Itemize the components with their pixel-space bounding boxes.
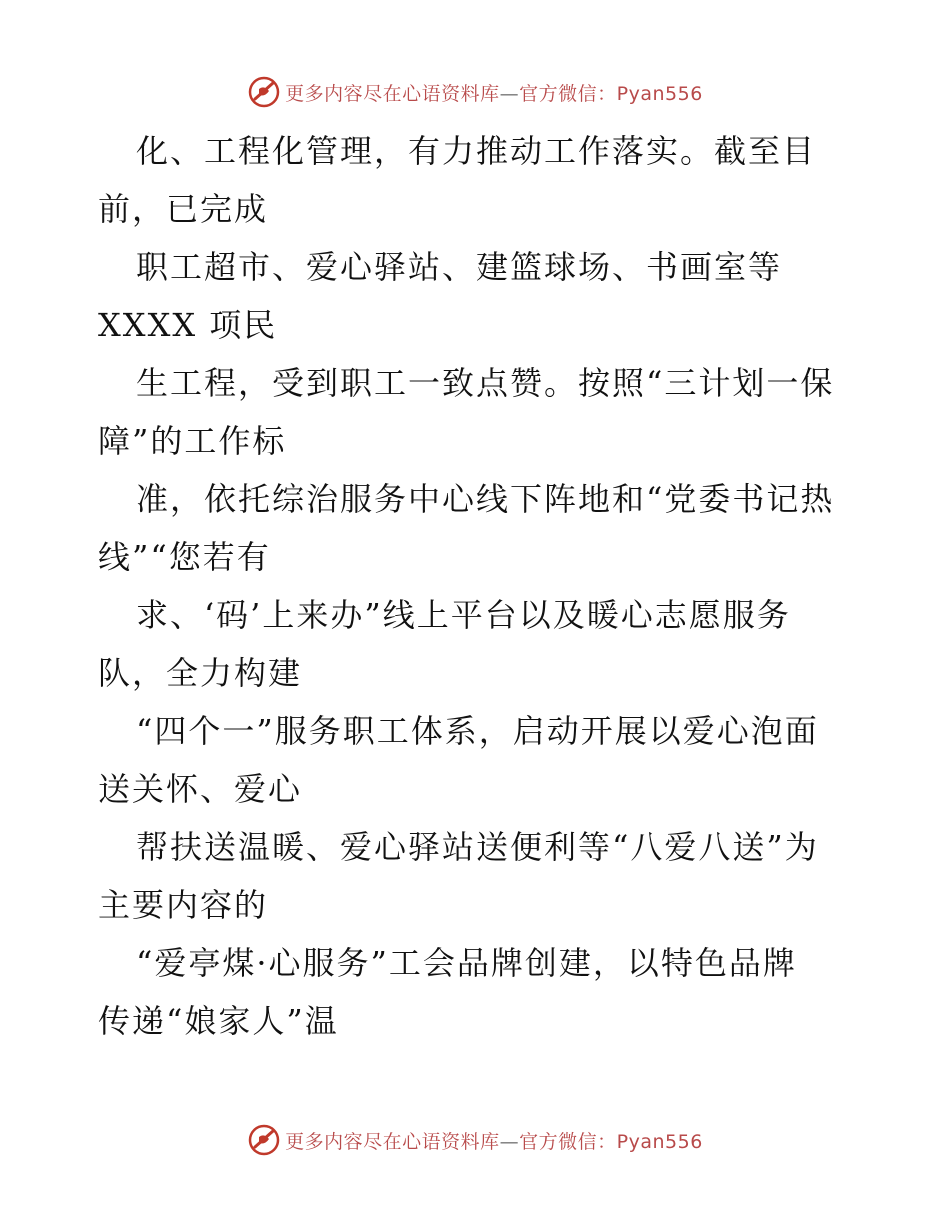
header-contact: 官方微信：Pyan556 bbox=[519, 82, 703, 105]
text-line: 送关怀、爱心 bbox=[98, 770, 303, 808]
text-line: 队，全力构建 bbox=[98, 654, 303, 692]
footer-brand: 更多内容尽在心语资料库 bbox=[285, 1130, 500, 1153]
text-line: 障”的工作标 bbox=[98, 422, 287, 460]
brand-logo-icon bbox=[247, 75, 281, 109]
document-body bbox=[98, 122, 858, 1050]
text-line: 帮扶送温暖、爱心驿站送便利等“八爱八送”为 bbox=[136, 828, 819, 866]
text-line: 主要内容的 bbox=[98, 886, 269, 924]
text-line: 准，依托综治服务中心线下阵地和“党委书记热 bbox=[136, 480, 835, 518]
text-line: “四个一”服务职工体系，启动开展以爱心泡面 bbox=[136, 712, 819, 750]
header-banner bbox=[0, 72, 950, 112]
text-line: 化、工程化管理，有力推动工作落实。截至目 bbox=[136, 132, 817, 170]
text-line: XXXX 项民 bbox=[98, 306, 278, 344]
text-line: 生工程，受到职工一致点赞。按照“三计划一保 bbox=[136, 364, 835, 402]
text-line: 传递“娘家人”温 bbox=[98, 1002, 339, 1040]
footer-text bbox=[285, 1127, 703, 1154]
footer-banner bbox=[0, 1120, 950, 1160]
header-brand: 更多内容尽在心语资料库 bbox=[285, 82, 500, 105]
brand-logo-icon bbox=[247, 1123, 281, 1157]
text-line: 前，已完成 bbox=[98, 190, 269, 228]
footer-separator: — bbox=[499, 1130, 520, 1153]
footer-contact: 官方微信：Pyan556 bbox=[519, 1130, 703, 1153]
header-text bbox=[285, 79, 703, 106]
text-line: “爱亭煤·心服务”工会品牌创建，以特色品牌 bbox=[136, 944, 797, 982]
text-line: 线”“您若有 bbox=[98, 538, 271, 576]
text-line: 求、‘码’上来办”线上平台以及暖心志愿服务 bbox=[136, 596, 791, 634]
text-line: 职工超市、爱心驿站、建篮球场、书画室等 bbox=[136, 248, 783, 286]
header-separator: — bbox=[499, 82, 520, 105]
